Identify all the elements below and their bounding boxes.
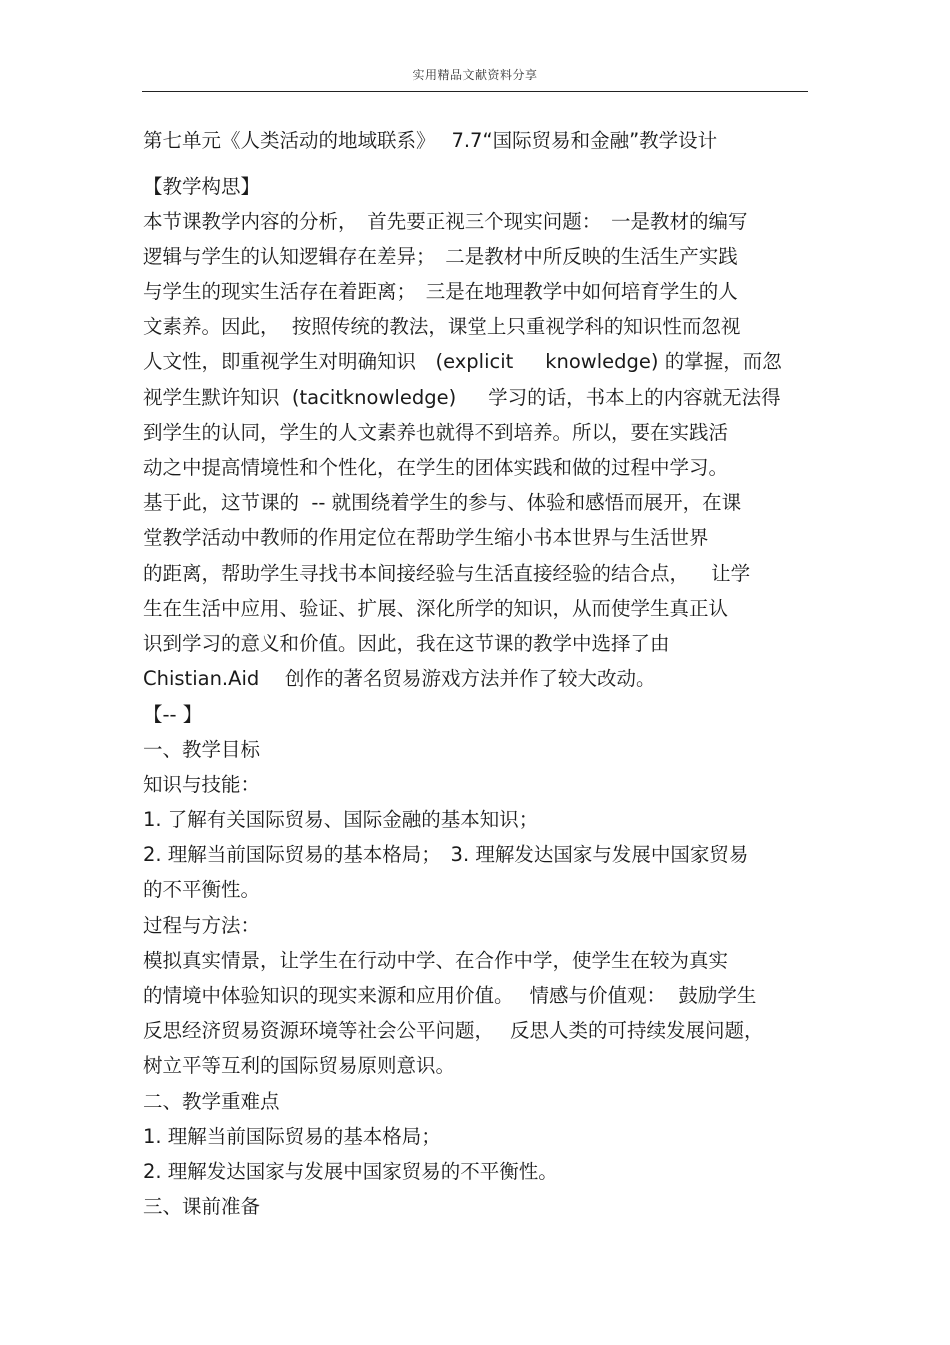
header-divider — [142, 91, 808, 92]
paragraph-line: 本节课教学内容的分析， 首先要正视三个现实问题： 一是教材的编写 — [143, 210, 748, 233]
page-header: 实用精品文献资料分享 — [412, 68, 538, 82]
section-heading: 二、教学重难点 — [143, 1090, 280, 1113]
document-title: 第七单元《人类活动的地域联系》 7.7“国际贸易和金融”教学设计 — [143, 129, 718, 152]
paragraph-line: 人文性，即重视学生对明确知识 (explicit knowledge) 的掌握，而忽 — [143, 350, 782, 373]
paragraph-line: 树立平等互利的国际贸易原则意识。 — [143, 1054, 456, 1077]
section-heading: 三、课前准备 — [143, 1195, 261, 1218]
paragraph-line: 逻辑与学生的认知逻辑存在差异； 二是教材中所反映的生活生产实践 — [143, 245, 738, 268]
paragraph-line: 基于此，这节课的 -- 就围绕着学生的参与、体验和感悟而展开，在课 — [143, 491, 742, 514]
section-heading: 【-- 】 — [143, 703, 203, 726]
list-item: 2. 理解当前国际贸易的基本格局； 3. 理解发达国家与发展中国家贸易 — [143, 843, 749, 866]
list-item: 1. 理解当前国际贸易的基本格局； — [143, 1125, 441, 1148]
list-item: 2. 理解发达国家与发展中国家贸易的不平衡性。 — [143, 1160, 558, 1183]
paragraph-line: 与学生的现实生活存在着距离； 三是在地理教学中如何培育学生的人 — [143, 280, 738, 303]
paragraph-line: 的情境中体验知识的现实来源和应用价值。 情感与价值观： 鼓励学生 — [143, 984, 757, 1007]
paragraph-line: 视学生默许知识 (tacitknowledge) 学习的话，书本上的内容就无法得 — [143, 386, 781, 409]
subsection-heading: 过程与方法： — [143, 914, 261, 937]
paragraph-line: Chistian.Aid 创作的著名贸易游戏方法并作了较大改动。 — [143, 667, 656, 690]
list-item: 的不平衡性。 — [143, 878, 261, 901]
paragraph-line: 识到学习的意义和价值。因此，我在这节课的教学中选择了由 — [143, 632, 670, 655]
paragraph-line: 动之中提高情境性和个性化，在学生的团体实践和做的过程中学习。 — [143, 456, 729, 479]
section-heading: 一、教学目标 — [143, 738, 261, 761]
paragraph-line: 模拟真实情景，让学生在行动中学、在合作中学，使学生在较为真实 — [143, 949, 729, 972]
subsection-heading: 知识与技能： — [143, 773, 261, 796]
paragraph-line: 文素养。因此， 按照传统的教法，课堂上只重视学科的知识性而忽视 — [143, 315, 741, 338]
paragraph-line: 到学生的认同，学生的人文素养也就得不到培养。所以，要在实践活 — [143, 421, 729, 444]
paragraph-line: 堂教学活动中教师的作用定位在帮助学生缩小书本世界与生活世界 — [143, 526, 709, 549]
paragraph-line: 的距离，帮助学生寻找书本间接经验与生活直接经验的结合点， 让学 — [143, 562, 751, 585]
list-item: 1. 了解有关国际贸易、国际金融的基本知识； — [143, 808, 539, 831]
section-heading: 【教学构思】 — [143, 175, 261, 198]
paragraph-line: 反思经济贸易资源环境等社会公平问题， 反思人类的可持续发展问题， — [143, 1019, 764, 1042]
paragraph-line: 生在生活中应用、验证、扩展、深化所学的知识，从而使学生真正认 — [143, 597, 729, 620]
